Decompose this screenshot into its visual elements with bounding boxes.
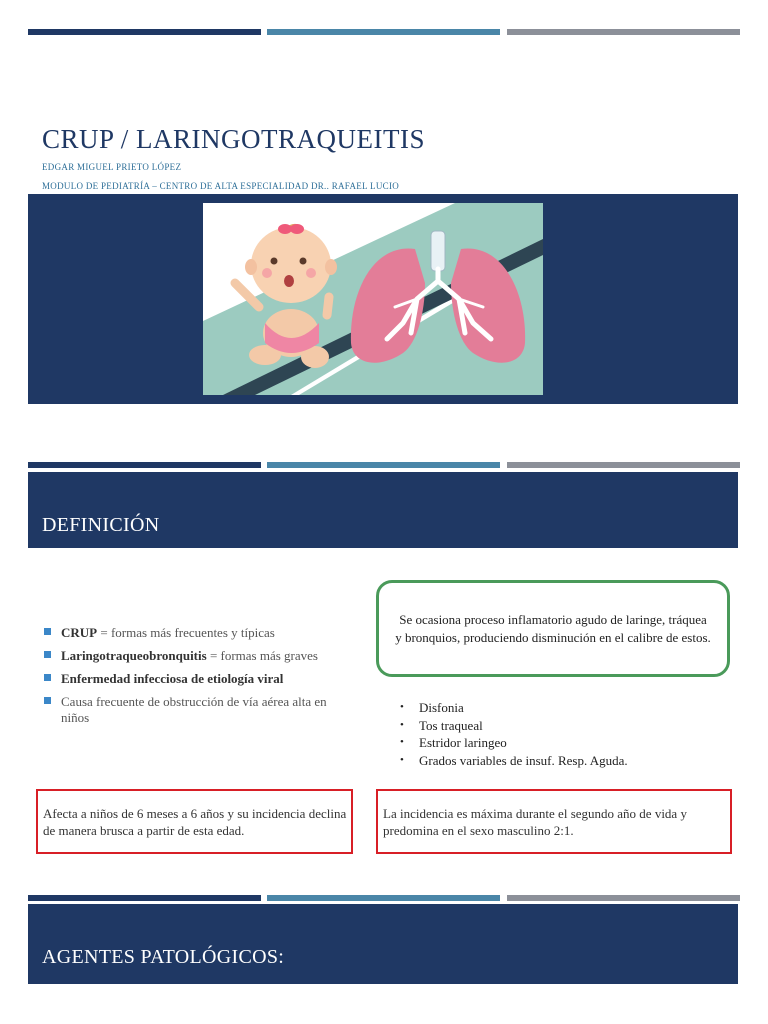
bullet-bold-text: CRUP xyxy=(61,625,98,640)
square-bullet-icon xyxy=(44,697,51,704)
section-title-definicion: DEFINICIÓN xyxy=(42,514,160,536)
bullet-dot-icon: • xyxy=(400,736,404,748)
list-item xyxy=(400,752,628,770)
list-item xyxy=(400,734,628,752)
bullet-bold-text: Enfermedad infecciosa de etiología viral xyxy=(61,671,284,686)
age-range-note: Afecta a niños de 6 meses a 6 años y su incidencia declina de manera brusca a partir de esta edad. xyxy=(36,789,353,854)
symptom-text: Disfonia xyxy=(419,700,464,715)
square-bullet-icon xyxy=(44,674,51,681)
bullet-dot-icon: • xyxy=(400,718,404,731)
square-bullet-icon xyxy=(44,628,51,635)
definition-callout: Se ocasiona proceso inflamatorio agudo de laringe, tráquea y bronquios, produciendo disminución en el calibre de estos. xyxy=(376,580,730,677)
author-name: EDGAR MIGUEL PRIETO LÓPEZ xyxy=(42,162,182,172)
list-item xyxy=(400,699,628,717)
list-item xyxy=(44,625,344,641)
symptom-text: Estridor laringeo xyxy=(419,735,507,750)
institution-name: MODULO DE PEDIATRÍA – CENTRO DE ALTA ESPECIALIDAD DR.. RAFAEL LUCIO xyxy=(42,181,400,191)
symptom-text: Tos traqueal xyxy=(419,717,483,733)
definition-bullet-list xyxy=(44,625,344,733)
list-item xyxy=(400,717,628,735)
list-item xyxy=(44,694,344,726)
bullet-text: = formas más graves xyxy=(206,648,318,663)
bullet-text: Causa frecuente de obstrucción de vía aérea alta en niños xyxy=(61,694,327,725)
square-bullet-icon xyxy=(44,651,51,658)
slide-title: CRUP / LARINGOTRAQUEITIS xyxy=(42,124,425,154)
symptom-list xyxy=(400,699,628,769)
section-header-band xyxy=(28,472,738,548)
accent-bar-gray xyxy=(507,895,740,901)
list-item xyxy=(44,648,344,664)
accent-bar-steel xyxy=(267,462,500,468)
list-item xyxy=(44,671,344,687)
bullet-text: = formas más frecuentes y típicas xyxy=(97,625,275,640)
symptom-text: Grados variables de insuf. Resp. Aguda. xyxy=(419,752,628,768)
incidence-note: La incidencia es máxima durante el segundo año de vida y predomina en el sexo masculino 2:1. xyxy=(376,789,732,854)
bullet-dot-icon: • xyxy=(400,701,404,713)
bullet-bold-text: Laringotraqueobronquitis xyxy=(61,648,207,663)
accent-bar-steel xyxy=(267,29,500,35)
section-title-agentes: AGENTES PATOLÓGICOS: xyxy=(42,946,285,968)
accent-bar-gray xyxy=(507,29,740,35)
section-header-band xyxy=(28,904,738,984)
accent-bar-navy xyxy=(28,462,261,468)
baby-lungs-illustration xyxy=(203,203,543,395)
bullet-dot-icon: • xyxy=(400,753,404,766)
accent-bar-navy xyxy=(28,29,261,35)
accent-bar-gray xyxy=(507,462,740,468)
accent-bar-steel xyxy=(267,895,500,901)
accent-bar-navy xyxy=(28,895,261,901)
